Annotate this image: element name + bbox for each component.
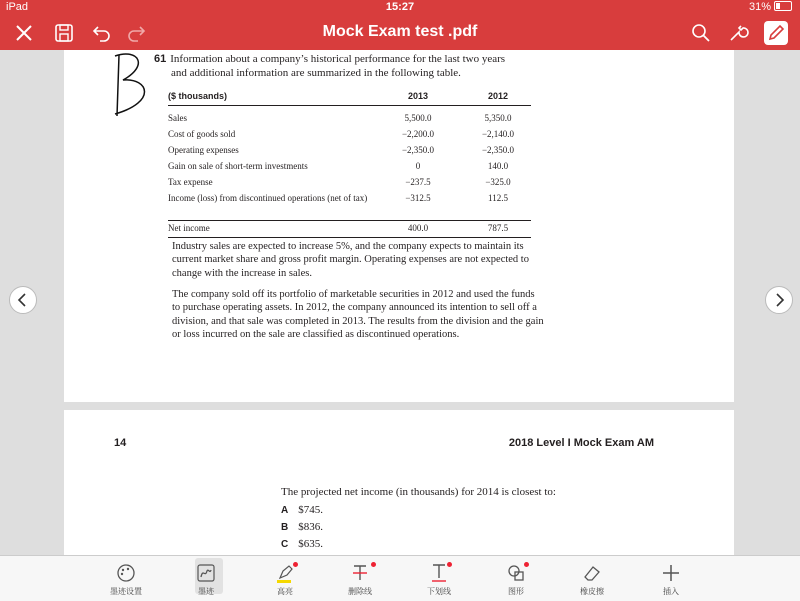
palette-icon [115, 562, 137, 584]
table-row [168, 159, 531, 175]
active-dot [293, 562, 298, 567]
tool-label: 下划线 [427, 587, 451, 596]
page-number: 14 [114, 437, 127, 449]
tool-label: 删除线 [348, 587, 372, 596]
question-intro-line-2: and additional information are summarized in the following table. [171, 67, 461, 79]
document-title: Mock Exam test .pdf [322, 23, 478, 40]
row-value-2012: 140.0 [487, 161, 509, 171]
paragraph-industry-sales: Industry sales are expected to increase 5%, and the company expects to maintain its current market share and gross profit margin. Operating expenses are not expected to change with the increase in sales. [172, 241, 529, 279]
table-row [168, 111, 531, 127]
row-label: Income (loss) from discontinued operations (net of tax) [168, 193, 368, 203]
row-label: Tax expense [168, 177, 213, 187]
pdf-page-14 [64, 410, 734, 555]
row-value-2013: −312.5 [405, 193, 431, 203]
device-label: iPad [6, 1, 29, 13]
row-value-2013: 400.0 [407, 223, 429, 233]
tool-label: 墨迹 [198, 587, 214, 596]
tool-highlight[interactable] [255, 560, 315, 600]
row-value-2013: −237.5 [405, 177, 431, 187]
tool-label: 图形 [508, 587, 524, 596]
battery-status [749, 1, 792, 13]
exam-title: 2018 Level I Mock Exam AM [508, 437, 654, 449]
annotation-toolbar [0, 555, 800, 601]
row-value-2013: −2,350.0 [401, 145, 435, 155]
tool-label: 橡皮擦 [580, 587, 604, 596]
row-value-2012: −325.0 [485, 177, 511, 187]
chevron-right-icon [766, 287, 792, 313]
tool-eraser[interactable] [562, 560, 622, 600]
option-text: $635. [298, 538, 323, 550]
row-value-2013: −2,200.0 [401, 129, 435, 139]
eraser-icon [581, 562, 603, 584]
active-dot [524, 562, 529, 567]
table-row [168, 143, 531, 159]
table-header-2012: 2012 [487, 91, 509, 101]
option-a[interactable] [281, 504, 323, 516]
table-row-net-income [168, 220, 531, 238]
active-dot [447, 562, 452, 567]
row-value-2012: 5,350.0 [484, 113, 512, 123]
row-label: Net income [168, 223, 210, 233]
pdf-page-13 [64, 50, 734, 402]
tool-shapes[interactable] [486, 560, 546, 600]
search-icon[interactable] [689, 21, 713, 45]
tool-label: 高亮 [277, 587, 293, 596]
chevron-left-icon [10, 287, 36, 313]
row-value-2013: 0 [415, 161, 421, 171]
row-label: Operating expenses [168, 145, 239, 155]
question-text: The projected net income (in thousands) for 2014 is closest to: [281, 486, 556, 498]
tool-insert[interactable] [641, 560, 701, 600]
tool-label: 墨迹设置 [110, 587, 142, 596]
option-c[interactable] [281, 538, 323, 550]
question-number: 61 [154, 53, 167, 65]
option-letter: B [281, 522, 289, 533]
status-time: 15:27 [385, 1, 415, 13]
tool-ink[interactable] [176, 560, 236, 600]
row-label: Sales [168, 113, 187, 123]
tool-label: 插入 [663, 587, 679, 596]
tool-ink-settings[interactable] [96, 560, 156, 600]
active-dot [371, 562, 376, 567]
question-intro [154, 52, 534, 80]
row-value-2013: 5,500.0 [404, 113, 432, 123]
table-row [168, 175, 531, 191]
paragraph-discontinued-ops: The company sold off its portfolio of marketable securities in 2012 and used the funds to purchase operating assets. In 2012, the company announced its intention to sell off a division, and that sale was completed in 2013. The results from the division and the gain or loss incurred on the sale are classified as discontinued operations. [172, 289, 544, 340]
table-row [168, 127, 531, 143]
battery-icon [774, 1, 792, 11]
table-header [168, 89, 531, 106]
option-letter: C [281, 539, 289, 550]
row-value-2012: 112.5 [488, 193, 508, 203]
tool-strikethrough[interactable] [330, 560, 390, 600]
row-value-2012: −2,350.0 [481, 145, 515, 155]
row-value-2012: 787.5 [487, 223, 509, 233]
plus-icon [660, 562, 682, 584]
next-page-button[interactable] [765, 286, 793, 314]
row-label: Gain on sale of short-term investments [168, 161, 308, 171]
top-toolbar [0, 16, 800, 50]
table-header-2013: 2013 [407, 91, 429, 101]
table-row [168, 191, 531, 218]
option-b[interactable] [281, 521, 323, 533]
financial-table [168, 89, 531, 238]
tool-underline[interactable] [409, 560, 469, 600]
row-label: Cost of goods sold [168, 129, 236, 139]
strikethrough-icon [349, 562, 371, 584]
wrench-icon[interactable] [726, 21, 750, 45]
option-text: $836. [298, 521, 323, 533]
status-bar [0, 0, 800, 16]
question-intro-line-1: Information about a company’s historical performance for the last two years [170, 53, 506, 65]
battery-percent: 31% [748, 1, 771, 13]
ink-icon [195, 562, 217, 584]
option-text: $745. [298, 504, 323, 516]
row-value-2012: −2,140.0 [481, 129, 515, 139]
option-letter: A [281, 505, 289, 516]
prev-page-button[interactable] [9, 286, 37, 314]
handwritten-annotation-b [109, 50, 159, 120]
pencil-icon[interactable] [764, 21, 788, 45]
table-header-label: ($ thousands) [168, 91, 228, 101]
